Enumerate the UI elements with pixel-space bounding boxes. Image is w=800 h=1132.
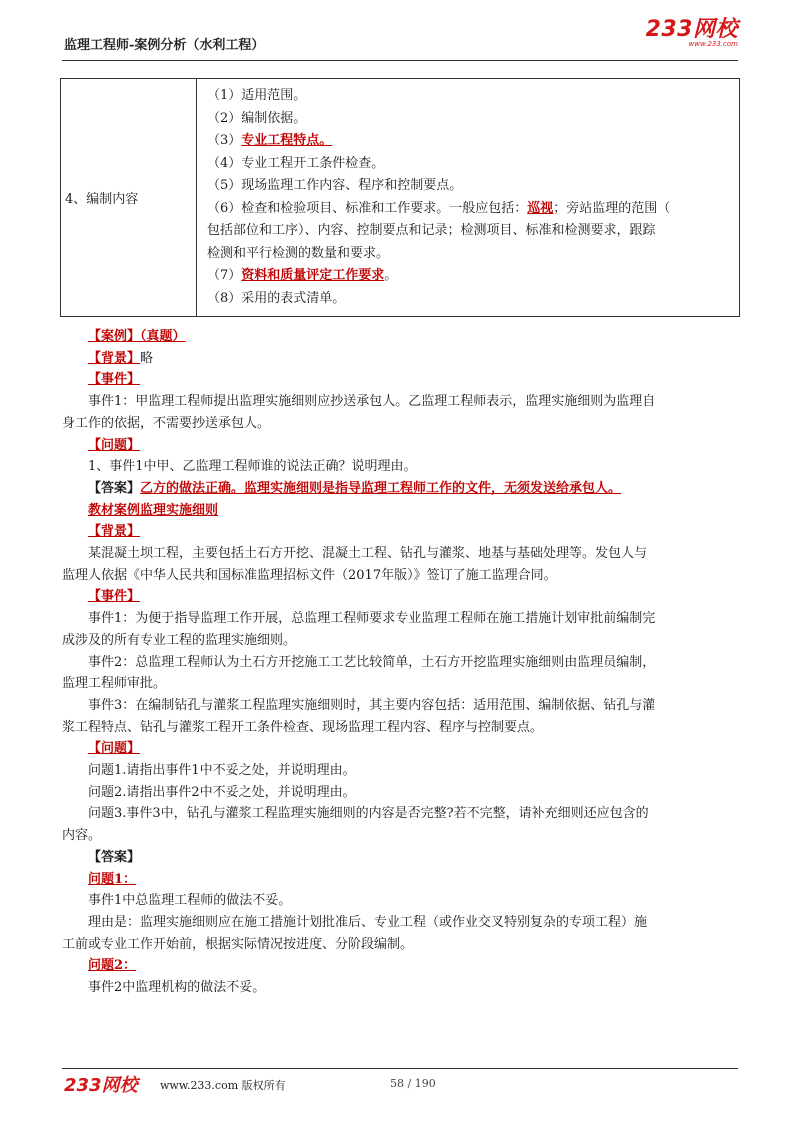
paragraph-continued: 内容。 xyxy=(62,828,102,844)
document-body xyxy=(62,326,738,999)
highlight-text: 专业工程特点。 xyxy=(241,133,333,148)
page-number: 58 / 190 xyxy=(390,1077,436,1090)
paragraph: 某混凝土坝工程，主要包括土石方开挖、混凝土工程、钻孔与灌浆、地基与基础处理等。发包人与 xyxy=(88,546,648,562)
list-item: （7）资料和质量评定工作要求。 xyxy=(207,268,398,283)
answer-subheading: 问题1： xyxy=(88,871,137,887)
answer-subheading: 问题2： xyxy=(88,958,137,974)
document-title: 监理工程师-案例分析（水利工程） xyxy=(64,38,265,53)
list-item: （2）编制依据。 xyxy=(207,110,307,126)
footer-logo[interactable]: 233网校 xyxy=(64,1075,138,1096)
paragraph-continued: 监理工程师审批。 xyxy=(62,676,167,692)
paragraph-continued: 监理人依据《中华人民共和国标准监理招标文件（2017年版）》签订了施工监理合同。 xyxy=(62,567,557,583)
list-item: （1）适用范围。 xyxy=(207,88,307,103)
copyright-text: www.233.com 版权所有 xyxy=(160,1079,286,1092)
highlight-text: 资料和质量评定工作要求 xyxy=(241,268,385,283)
content-table xyxy=(60,78,740,317)
paragraph: 问题2.请指出事件2中不妥之处，并说明理由。 xyxy=(88,784,356,800)
paragraph: 事件3：在编制钻孔与灌浆工程监理实施细则时，其主要内容包括：适用范围、编制依据、钻孔与灌 xyxy=(88,697,656,713)
list-item: （6）检查和检验项目、标准和工作要求。一般应包括：巡视；旁站监理的范围（ xyxy=(207,200,671,216)
list-item: （5）现场监理工作内容、程序和控制要点。 xyxy=(207,178,463,193)
paragraph-continued: 浆工程特点、钻孔与灌浆工程开工条件检查、现场监理工程内容、程序与控制要点。 xyxy=(62,719,544,735)
event-heading: 【事件】 xyxy=(88,372,141,388)
logo-url: www.233.com xyxy=(688,40,738,48)
event-heading: 【事件】 xyxy=(88,589,141,605)
paragraph-continued: 工前或专业工作开始前，根据实际情况按进度、分阶段编制。 xyxy=(62,936,414,952)
paragraph: 理由是：监理实施细则应在施工措施计划批准后、专业工程（或作业交叉特别复杂的专项工程）施 xyxy=(88,914,648,930)
question-heading: 【问题】 xyxy=(88,437,141,453)
paragraph: 事件1：为便于指导监理工作开展，总监理工程师要求专业监理工程师在施工措施计划审批前编制完 xyxy=(88,611,656,627)
paragraph: 事件2：总监理工程师认为土石方开挖施工工艺比较简单，土石方开挖监理实施细则由监理员编制， xyxy=(88,654,656,670)
answer-text: 乙方的做法正确。监理实施细则是指导监理工程师工作的文件，无须发送给承包人。 xyxy=(140,480,622,496)
case-heading: 【案例】（真题） xyxy=(88,329,186,344)
paragraph-continued: 成涉及的所有专业工程的监理实施细则。 xyxy=(62,632,297,648)
logo-text: 233网校 xyxy=(645,17,738,42)
highlight-text: 巡视 xyxy=(527,200,554,216)
question-heading: 【问题】 xyxy=(88,741,141,757)
table-label-cell: 4、编制内容 xyxy=(61,79,197,317)
brand-logo[interactable] xyxy=(646,18,738,48)
page-footer xyxy=(62,1068,738,1109)
table-content-cell xyxy=(197,79,740,317)
list-item: （4）专业工程开工条件检查。 xyxy=(207,155,385,171)
paragraph: 事件1中总监理工程师的做法不妥。 xyxy=(88,893,292,909)
paragraph: 事件1：甲监理工程师提出监理实施细则应抄送承包人。乙监理工程师表示，监理实施细则为监理自 xyxy=(88,394,656,410)
paragraph: 问题1.请指出事件1中不妥之处，并说明理由。 xyxy=(88,763,356,779)
section-title: 教材案例监理实施细则 xyxy=(88,502,219,518)
paragraph: 事件2中监理机构的做法不妥。 xyxy=(88,980,266,996)
paragraph: 1、事件1中甲、乙监理工程师谁的说法正确？说明理由。 xyxy=(88,459,417,475)
background-line: 【背景】略 xyxy=(88,350,154,366)
list-item-continued: 包括部位和工序）、内容、控制要点和记录；检测项目、标准和检测要求，跟踪 xyxy=(207,223,656,238)
answer-heading: 【答案】 xyxy=(88,849,141,865)
answer-line: 【答案】乙方的做法正确。监理实施细则是指导监理工程师工作的文件，无须发送给承包人。 xyxy=(88,480,622,496)
page-header xyxy=(62,18,738,61)
paragraph: 问题3.事件3中，钻孔与灌浆工程监理实施细则的内容是否完整?若不完整，请补充细则还应包含的 xyxy=(88,806,649,822)
list-item-continued: 检测和平行检测的数量和要求。 xyxy=(207,245,390,261)
paragraph-continued: 身工作的依据，不需要抄送承包人。 xyxy=(62,415,271,431)
list-item: （8）采用的表式清单。 xyxy=(207,290,346,306)
list-item: （3）专业工程特点。 xyxy=(207,133,333,148)
background-heading: 【背景】 xyxy=(88,524,141,540)
